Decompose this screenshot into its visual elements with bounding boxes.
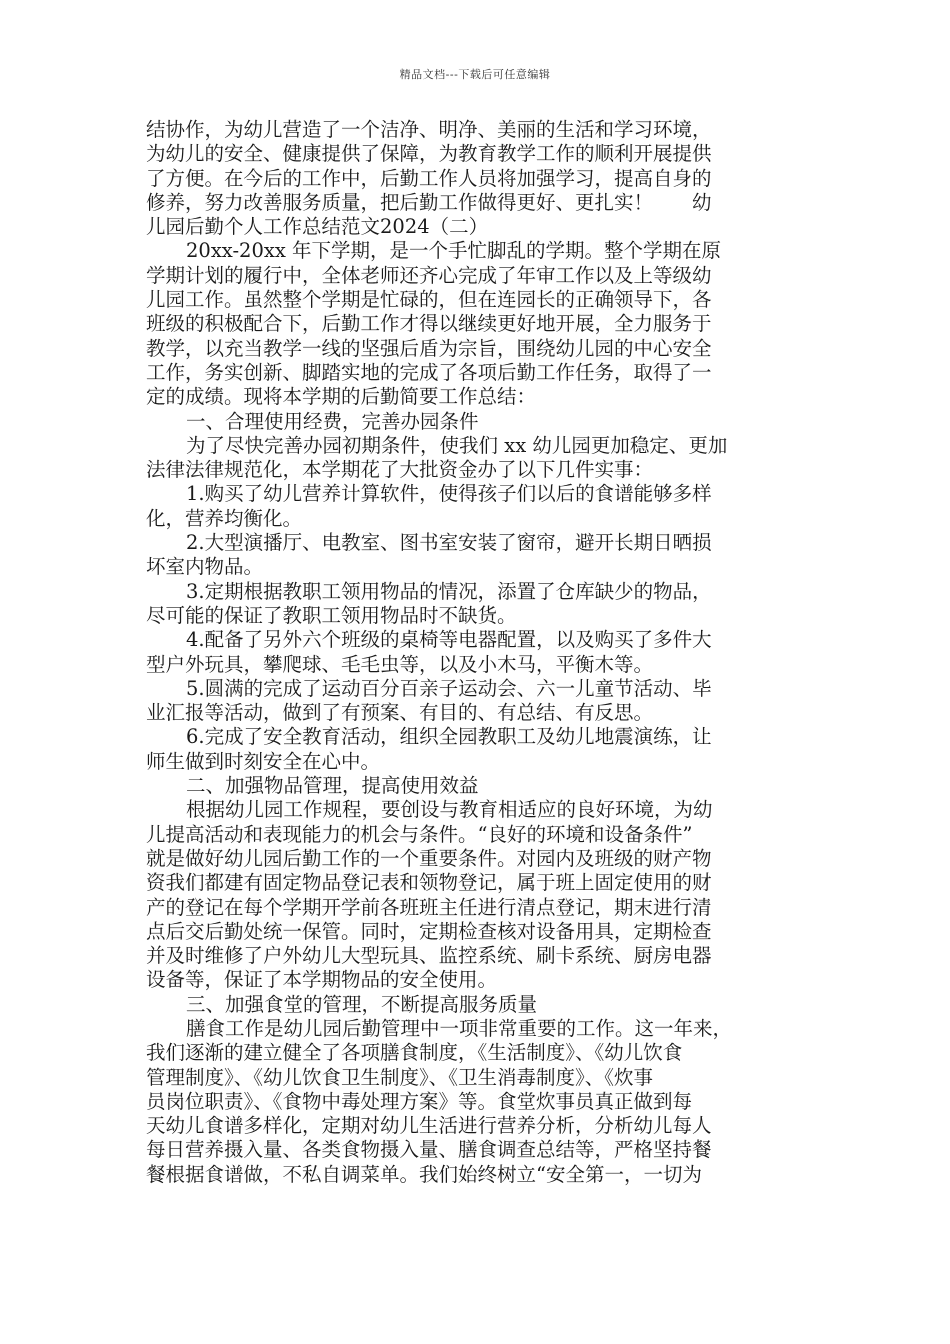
text-line: 5.圆满的完成了运动百分百亲子运动会、六一儿童节活动、毕 [186,676,712,700]
text-line: 儿园后勤个人工作总结范文2024（二） [146,215,489,239]
text-line: 3.定期根据教职工领用物品的情况，添置了仓库缺少的物品， [186,579,712,603]
text-line: 教学，以充当教学一线的坚强后盾为宗旨，围绕幼儿园的中心安全 [146,336,712,360]
text-line: 每日营养摄入量、各类食物摄入量、膳食调查总结等，严格坚持餐 [146,1138,712,1162]
text-line: 坏室内物品。 [146,555,264,579]
text-line: 产的登记在每个学期开学前各班班主任进行清点登记，期末进行清 [146,895,712,919]
text-line: 学期计划的履行中，全体老师还齐心完成了年审工作以及上等级幼 [146,263,712,287]
text-line: 班级的积极配合下，后勤工作才得以继续更好地开展，全力服务于 [146,312,712,336]
text-line: 天幼儿食谱多样化，定期对幼儿生活进行营养分析，分析幼儿每人 [146,1114,712,1138]
text-line: 2.大型演播厅、电教室、图书室安装了窗帘，避开长期日晒损 [186,531,712,555]
text-line: 就是做好幼儿园后勤工作的一个重要条件。对园内及班级的财产物 [146,846,712,870]
text-line: 三、加强食堂的管理，不断提高服务质量 [186,992,538,1016]
text-line: 餐根据食谱做，不私自调菜单。我们始终树立“安全第一，一切为 [146,1162,702,1186]
text-line: 资我们都建有固定物品登记表和领物登记，属于班上固定使用的财 [146,871,712,895]
text-line: 化，营养均衡化。 [146,506,303,530]
text-line: 尽可能的保证了教职工领用物品时不缺货。 [146,603,517,627]
text-line: 6.完成了安全教育活动，组织全园教职工及幼儿地震演练，让 [186,725,712,749]
text-line: 4.配备了另外六个班级的桌椅等电器配置，以及购买了多件大 [186,628,712,652]
document-body [146,118,806,1187]
text-line: 点后交后勤处统一保管。同时，定期检查核对设备用具，定期检查 [146,919,712,943]
text-line: 结协作，为幼儿营造了一个洁净、明净、美丽的生活和学习环境， [146,118,712,141]
text-line: 师生做到时刻安全在心中。 [146,749,381,773]
text-line: 修养，努力改善服务质量，把后勤工作做得更好、更扎实！ 幼 [146,190,712,214]
text-line: 定的成绩。现将本学期的后勤简要工作总结： [146,385,537,409]
text-line: 管理制度》、《幼儿饮食卫生制度》、《卫生消毒制度》、《炊事 [146,1065,654,1089]
text-line: 法律法律规范化，本学期花了大批资金办了以下几件实事： [146,458,654,482]
text-line: 我们逐渐的建立健全了各项膳食制度，《生活制度》、《幼儿饮食 [146,1041,683,1065]
text-line: 了方便。在今后的工作中，后勤工作人员将加强学习，提高自身的 [146,166,712,190]
text-line: 1.购买了幼儿营养计算软件，使得孩子们以后的食谱能够多样 [186,482,712,506]
text-line: 员岗位职责》、《食物中毒处理方案》等。食堂炊事员真正做到每 [146,1089,693,1113]
text-line: 为幼儿的安全、健康提供了保障，为教育教学工作的顺利开展提供 [146,142,712,166]
text-line: 一、合理使用经费，完善办园条件 [186,409,479,433]
text-line: 儿提高活动和表现能力的机会与条件。“良好的环境和设备条件” [146,822,693,846]
page-header: 精品文档---下载后可任意编辑 [399,68,551,81]
text-line: 工作，务实创新、脚踏实地的完成了各项后勤工作任务，取得了一 [146,360,712,384]
text-line: 儿园工作。虽然整个学期是忙碌的，但在连园长的正确领导下，各 [146,288,712,312]
text-line: 为了尽快完善办园初期条件，使我们 xx 幼儿园更加稳定、更加 [186,433,728,457]
text-line: 20xx-20xx 年下学期，是一个手忙脚乱的学期。整个学期在原 [186,239,722,263]
text-line: 业汇报等活动，做到了有预案、有目的、有总结、有反思。 [146,701,654,725]
text-line: 二、加强物品管理，提高使用效益 [186,774,479,798]
text-line: 并及时维修了户外幼儿大型玩具、监控系统、刷卡系统、厨房电器 [146,944,712,968]
text-line: 设备等，保证了本学期物品的安全使用。 [146,968,498,992]
text-line: 膳食工作是幼儿园后勤管理中一项非常重要的工作。这一年来， [186,1016,733,1040]
text-line: 型户外玩具，攀爬球、毛毛虫等，以及小木马，平衡木等。 [146,652,654,676]
text-line: 根据幼儿园工作规程，要创设与教育相适应的良好环境，为幼 [186,798,713,822]
